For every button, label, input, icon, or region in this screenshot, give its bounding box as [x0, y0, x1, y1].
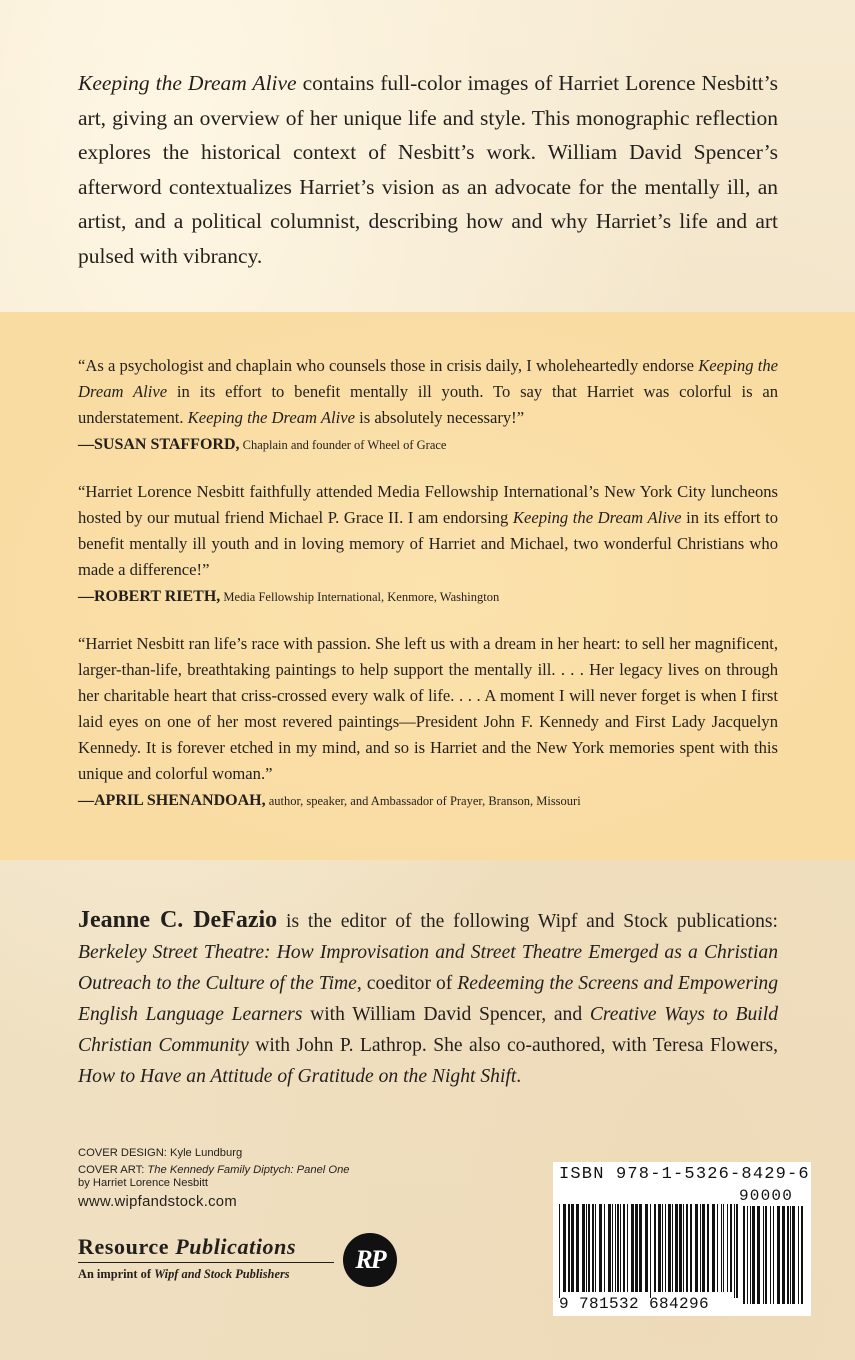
barcode-bar [727, 1204, 728, 1292]
quote-text: in its effort to benefit mentally ill youth and in loving memory of Harriet and Michael, two wonderful Christians who made a difference!” [78, 508, 778, 579]
barcode-bar [592, 1204, 594, 1292]
barcode-bar [563, 1204, 566, 1292]
publisher-name-italic: Publications [175, 1234, 297, 1259]
barcode-bar [702, 1204, 705, 1292]
barcode-bar [631, 1204, 634, 1292]
barcode-bar [662, 1204, 663, 1292]
barcode-bar [675, 1204, 678, 1292]
publisher-rule [78, 1262, 334, 1263]
attribution-dash: — [78, 588, 94, 605]
barcode-bar [588, 1204, 590, 1292]
barcode-bar [654, 1204, 656, 1292]
bio-text: with John P. Lathrop. She also co-authored, with Teresa Flowers, [248, 1035, 778, 1056]
barcode-bar [586, 1204, 587, 1292]
barcode-bar [686, 1204, 688, 1292]
barcode-bar [723, 1204, 724, 1292]
endorsement [78, 631, 778, 813]
barcode-bar [639, 1204, 642, 1292]
bio-book-title: Redeeming the Screens and Empowering English Language Learners [78, 973, 779, 1025]
barcode-bar [599, 1204, 602, 1292]
endorser-name: ROBERT RIETH, [94, 588, 221, 605]
quote-italic: Keeping the Dream Alive [78, 356, 778, 401]
publisher-url: www.wipfandstock.com [78, 1194, 237, 1210]
barcode-bar [712, 1204, 715, 1292]
quote-italic: Keeping the Dream Alive [512, 508, 682, 527]
bio-text: , coeditor of [356, 973, 458, 994]
barcode-bar [582, 1204, 585, 1292]
author-name: Jeanne C. DeFazio [78, 907, 278, 933]
barcode-bar [747, 1206, 748, 1304]
blurb-text-end: pulsed with vibrancy. [78, 243, 263, 268]
barcode-bar [568, 1204, 570, 1292]
publisher-subtitle [78, 1266, 348, 1282]
rp-logo-icon: RP [343, 1233, 397, 1287]
barcode-bar [734, 1204, 735, 1298]
bio-text: . [516, 1066, 522, 1087]
barcode-bar [615, 1204, 616, 1292]
art-title: The Kennedy Family Diptych: Panel One [144, 1164, 350, 1176]
endorser-name: APRIL SHENANDOAH, [94, 792, 266, 809]
subtitle-plain: An imprint of [78, 1267, 155, 1281]
endorser-name: SUSAN STAFFORD, [94, 436, 240, 453]
addon-barcode-bars [743, 1206, 805, 1310]
cover-credits [78, 1147, 408, 1209]
barcode-bar [604, 1204, 605, 1292]
barcode-bar [672, 1204, 673, 1292]
barcode-bar [752, 1206, 755, 1304]
barcode-bar [690, 1204, 692, 1292]
barcode-bar [750, 1206, 751, 1304]
barcode-bar [695, 1204, 698, 1292]
endorser-role: Media Fellowship International, Kenmore, Washington [220, 590, 500, 604]
description-blurb [78, 66, 778, 273]
quote-italic: Keeping the Dream Alive [187, 408, 355, 427]
endorser-role: Chaplain and founder of Wheel of Grace [239, 438, 447, 452]
attribution-dash: — [78, 436, 94, 453]
bio-text: with William David Spencer, and [302, 1004, 590, 1025]
barcode-bar [770, 1206, 771, 1304]
barcode-bar [765, 1206, 767, 1304]
barcode-bar [792, 1206, 795, 1304]
bio-book-title: Creative Ways to Build Christian Community [78, 1004, 778, 1056]
cover-design-credit [78, 1147, 408, 1160]
endorsement-attribution [78, 789, 778, 813]
barcode-bar [743, 1206, 745, 1304]
isbn-text: ISBN 978-1-5326-8429-6 [559, 1165, 810, 1184]
barcode-bar [658, 1204, 661, 1292]
barcode-bar [777, 1206, 780, 1304]
barcode-bar [608, 1204, 611, 1292]
book-title: Keeping the Dream Alive [78, 71, 297, 95]
endorsement [78, 353, 778, 457]
attribution-dash: — [78, 792, 94, 809]
credit-label: COVER ART: [78, 1164, 145, 1176]
barcode-bar [559, 1204, 560, 1298]
bio-text: is the editor of the following Wipf and Stock publications: [277, 911, 778, 932]
endorser-role: author, speaker, and Ambassador of Prayer, Branson, Missouri [265, 794, 581, 808]
price-code: 90000 [739, 1187, 794, 1205]
publisher-imprint [78, 1234, 348, 1282]
barcode-bar [717, 1204, 718, 1292]
endorsement-attribution [78, 585, 778, 609]
endorsement-text [78, 353, 778, 431]
barcode-bar [721, 1204, 722, 1292]
barcode-bar [595, 1204, 596, 1292]
barcode-bar [763, 1206, 764, 1304]
author-bio [78, 905, 778, 1092]
endorsement-attribution [78, 433, 778, 457]
credit-value: Kyle Lundburg [166, 1147, 243, 1159]
barcode-bar [801, 1206, 803, 1304]
subtitle-italic: Wipf and Stock Publishers [154, 1267, 290, 1281]
endorsements [78, 353, 778, 813]
barcode-bar [620, 1204, 621, 1292]
barcode-bar [782, 1206, 785, 1304]
bio-book-title: How to Have an Attitude of Gratitude on the Night Shift [78, 1066, 517, 1087]
barcode-bar [736, 1204, 738, 1298]
barcode-digits: 9 781532 684296 [559, 1295, 710, 1313]
barcode-bar [700, 1204, 701, 1292]
blurb-text: contains full-color images of Harriet Lorence Nesbitt’s art, giving an overview of her unique life and style. This monographic reflection explores the historical context of Nesbitt’s work. William David Spencer’s afterword contextualizes Harriet’s vision as an advocate for the mentally ill, an artist, and a political columnist, describing how and why Harriet’s life and art [78, 71, 778, 233]
barcode-bar [730, 1204, 732, 1292]
ean-barcode-bars [559, 1204, 739, 1298]
quote-text: in its effort to benefit mentally ill youth. To say that Harriet was colorful is an understatement. [78, 382, 779, 427]
barcode-bar [679, 1204, 682, 1292]
barcode-bar [790, 1206, 791, 1304]
barcode-bar [645, 1204, 648, 1292]
barcode-bar [757, 1206, 760, 1304]
publisher-name [78, 1234, 348, 1260]
barcode-bar [707, 1204, 709, 1292]
barcode-bar [650, 1204, 651, 1298]
quote-text: “As a psychologist and chaplain who counsels those in crisis daily, I wholeheartedly endorse [78, 356, 699, 375]
barcode-bar [617, 1204, 619, 1292]
art-artist: by Harriet Lorence Nesbitt [78, 1177, 208, 1189]
quote-text: “Harriet Lorence Nesbitt faithfully attended Media Fellowship International’s New York City luncheons hosted by our mutual friend Michael P. Grace II. I am endorsing [78, 482, 778, 527]
bio-book-title: Berkeley Street Theatre: How Improvisation and Street Theatre Emerged as a Christian Outreach to the Culture of the Time [78, 942, 778, 994]
quote-text: “Harriet Nesbitt ran life’s race with passion. She left us with a dream in her heart: to sell her magnificent, larger-than-life, breathtaking paintings to help support the mentally ill. . . . Her legacy lives on through her charitable heart that criss-crossed every walk of life. . . . A moment I will never forget is when I first laid eyes on one of her most revered paintings—President John F. Kennedy and First Lady Jacquelyn Kennedy. It is forever etched in my mind, and so is Harriet and the New York memories spent with this unique and colorful woman.” [78, 634, 778, 783]
cover-art-credit [78, 1164, 408, 1177]
isbn-barcode [553, 1162, 811, 1316]
barcode-bar [623, 1204, 625, 1292]
barcode-bar [576, 1204, 579, 1292]
endorsement [78, 479, 778, 609]
publisher-name-plain: Resource [78, 1234, 176, 1259]
barcode-bar [787, 1206, 789, 1304]
barcode-bar [635, 1204, 638, 1292]
barcode-bar [627, 1204, 628, 1292]
barcode-bar [571, 1204, 574, 1292]
barcode-bar [612, 1204, 613, 1292]
barcode-bar [668, 1204, 671, 1292]
quote-text: is absolutely necessary!” [354, 408, 525, 427]
barcode-bar [798, 1206, 799, 1304]
credit-label: COVER DESIGN: [78, 1147, 167, 1159]
barcode-bar [683, 1204, 684, 1292]
endorsement-text [78, 479, 778, 583]
endorsement-text [78, 631, 778, 787]
barcode-bar [665, 1204, 666, 1292]
barcode-bar [773, 1206, 774, 1304]
